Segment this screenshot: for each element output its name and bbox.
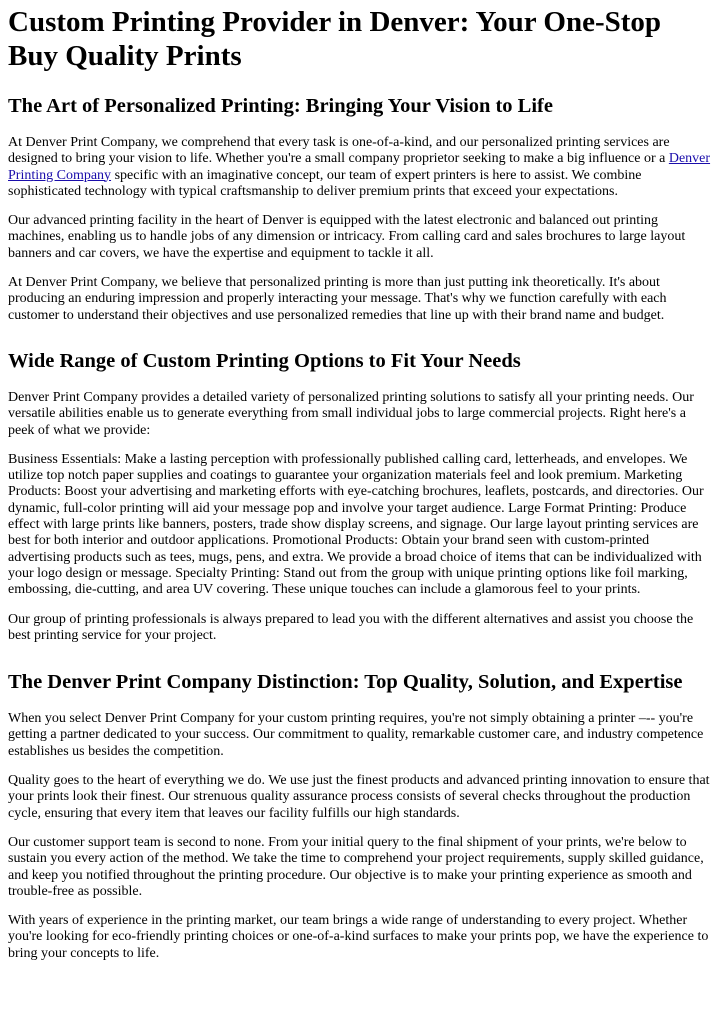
paragraph: Our customer support team is second to none. From your initial query to the final shipment of your prints, we're below to sustain you every action of the method. We take the time to comprehend your project requirements, supply skilled guidance, and keep you notified throughout the printing procedure. Our objective is to make your printing experience as smooth and trouble-free as possible. [8, 834, 704, 899]
paragraph: Denver Print Company provides a detailed variety of personalized printing solutions to satisfy all your printing needs. Our versatile abilities enable us to generate everything from small individual jobs to large commercial projects. Right here's a peek of what we provide: [8, 389, 694, 438]
paragraph-text: At Denver Print Company, we comprehend that every task is one-of-a-kind, and our personalized printing services are designed to bring your vision to life. Whether you're a small company proprietor seeking to make a big influence or a [8, 135, 670, 167]
paragraph: When you select Denver Print Company for your custom printing requires, you're not simply obtaining a printer –-- you're getting a partner dedicated to your success. Our commitment to quality, remarkable customer care, and industry competence establishes us besides the competition. [8, 711, 704, 759]
paragraph-text: specific with an imaginative concept, our team of expert printers is here to assist. We combine sophisticated technology with typical craftsmanship to deliver premium prints that exceed your expectations. [8, 167, 642, 199]
paragraph: Our group of printing professionals is always prepared to lead you with the different alternatives and assist you choose the best printing service for your project. [8, 611, 694, 643]
page-title: Custom Printing Provider in Denver: Your One-Stop Buy Quality Prints [8, 6, 662, 72]
paragraph: Quality goes to the heart of everything we do. We use just the finest products and advanced printing innovation to ensure that your prints look their finest. Our strenuous quality assurance process consists of several checks throughout the production cycle, ensuring that every item that leaves our facility fulfills our high standards. [8, 773, 710, 821]
paragraph: Our advanced printing facility in the heart of Denver is equipped with the latest electronic and balanced out printing machines, enabling us to handle jobs of any dimension or intricacy. From calling card and sales brochures to large layout banners and car covers, we have the expertise and equipment to tackle it all. [8, 213, 686, 261]
denver-printing-company-link[interactable]: Denver Printing Company [8, 151, 711, 183]
paragraph: Business Essentials: Make a lasting perception with professionally published calling card, letterheads, and envelopes. We utilize top notch paper supplies and coatings to guarantee your organization materials feel and look premium. Marketing Products: Boost your advertising and marketing efforts with eye-catching brochures, leaflets, postcards, and directories. Our dynamic, full-color printing will aid your message pop and involve your target audience. Large Format Printing: Produce effect with large prints like banners, posters, trade show display screens, and signage. Our large layout printing services are best for both interior and outdoor applications. Promotional Products: Obtain your brand seen with custom-printed advertising products such as tees, mugs, pens, and extra. We provide a broad choice of items that can be individualized with your logo design or message. Specialty Printing: Stand out from the group with unique printing options like foil marking, embossing, die-cutting, and area UV covering. These unique touches can include a glamorous feel to your prints. [8, 451, 704, 598]
section-heading-art-of-printing: The Art of Personalized Printing: Bringing Your Vision to Life [8, 95, 553, 117]
article [0, 5, 720, 962]
paragraph [8, 135, 712, 200]
paragraph: At Denver Print Company, we believe that personalized printing is more than just putting ink theoretically. It's about producing an enduring impression and properly interacting your message. That's why we function carefully with each customer to understand their objectives and use personalized remedies that line up with their brand name and budget. [8, 275, 667, 323]
paragraph: With years of experience in the printing market, our team brings a wide range of understanding to every project. Whether you're looking for eco-friendly printing choices or one-of-a-kind surfaces to make your prints pop, we have the experience to bring your concepts to life. [8, 913, 709, 961]
section-heading-printing-options: Wide Range of Custom Printing Options to Fit Your Needs [8, 349, 521, 372]
section-heading-distinction: The Denver Print Company Distinction: Top Quality, Solution, and Expertise [8, 671, 683, 694]
